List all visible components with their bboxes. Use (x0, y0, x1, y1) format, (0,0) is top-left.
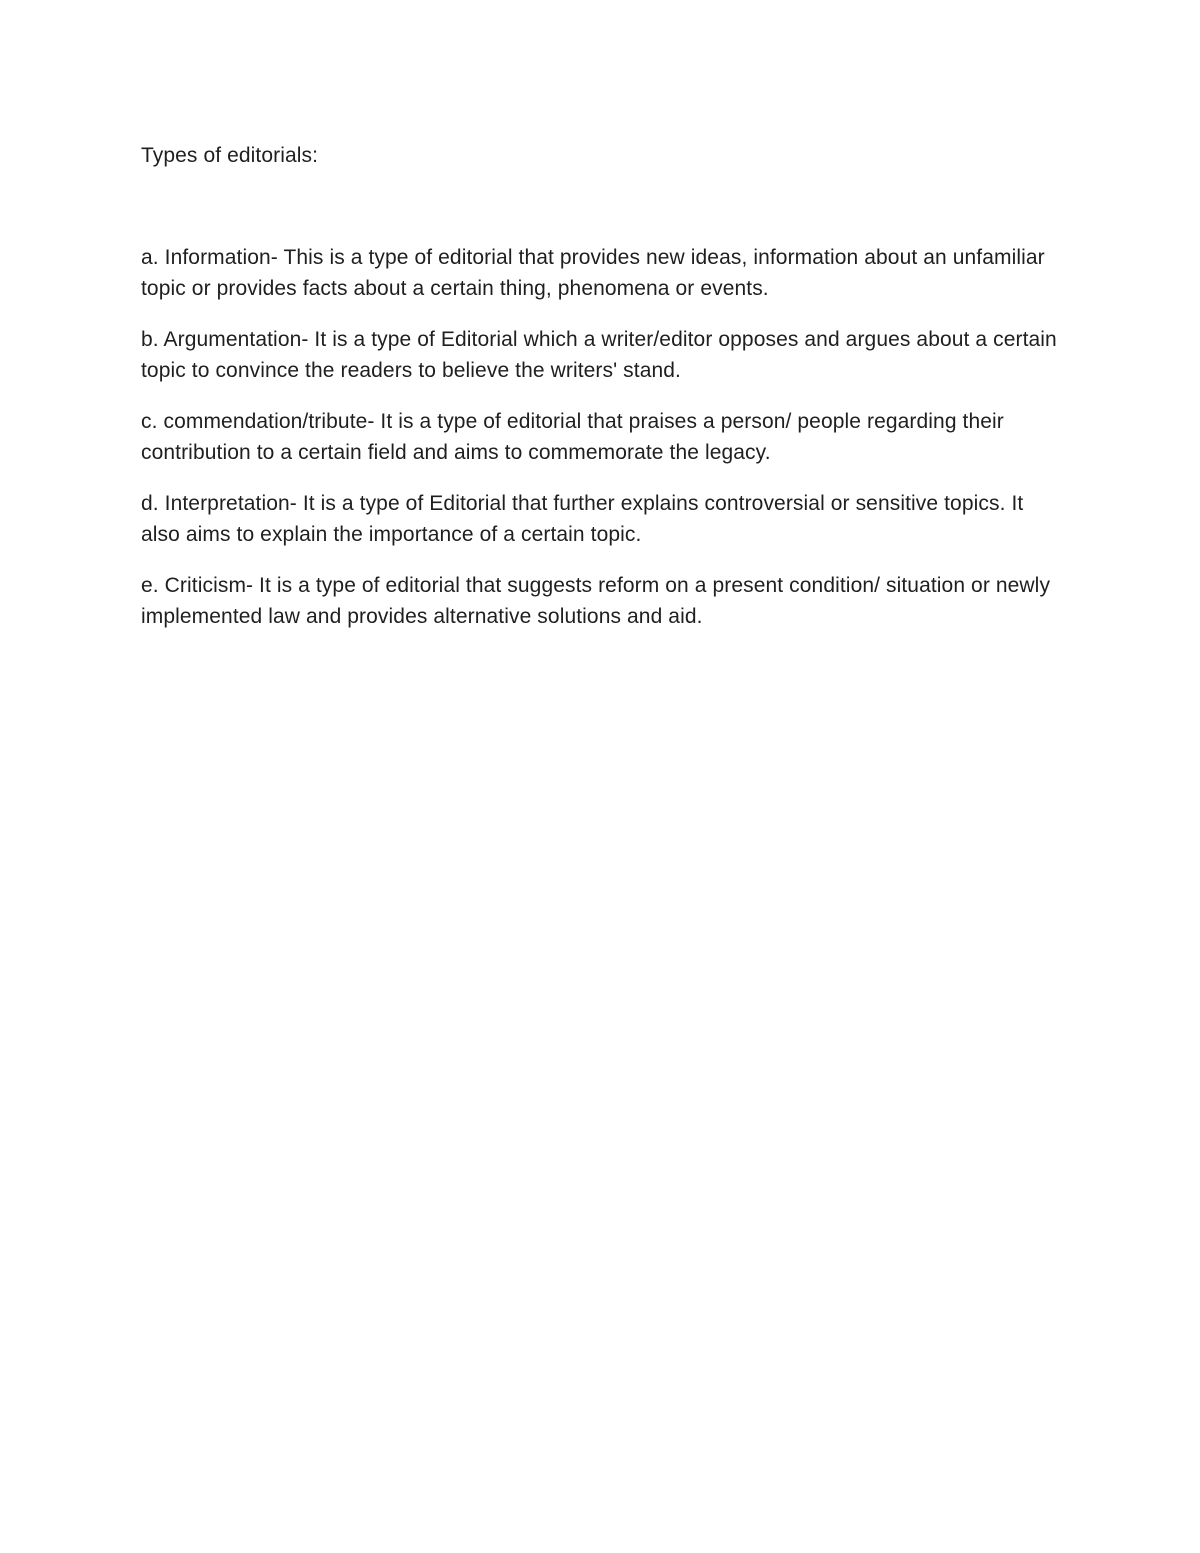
entry-commendation: c. commendation/tribute- It is a type of editorial that praises a person/ people regarding their contribution to a certain field and aims to commemorate the legacy. (141, 409, 1004, 464)
document-body (141, 140, 1061, 652)
entry-argumentation: b. Argumentation- It is a type of Editorial which a writer/editor opposes and argues about a certain topic to convince the readers to believe the writers' stand. (141, 327, 1057, 382)
entry-interpretation: d. Interpretation- It is a type of Editorial that further explains controversial or sensitive topics. It also aims to explain the importance of a certain topic. (141, 491, 1024, 546)
document-title: Types of editorials: (141, 144, 319, 167)
entry-criticism: e. Criticism- It is a type of editorial that suggests reform on a present condition/ situation or newly implemented law and provides alternative solutions and aid. (141, 573, 1051, 628)
entry-information: a. Information- This is a type of editorial that provides new ideas, information about an unfamiliar topic or provides facts about a certain thing, phenomena or events. (141, 245, 1045, 300)
